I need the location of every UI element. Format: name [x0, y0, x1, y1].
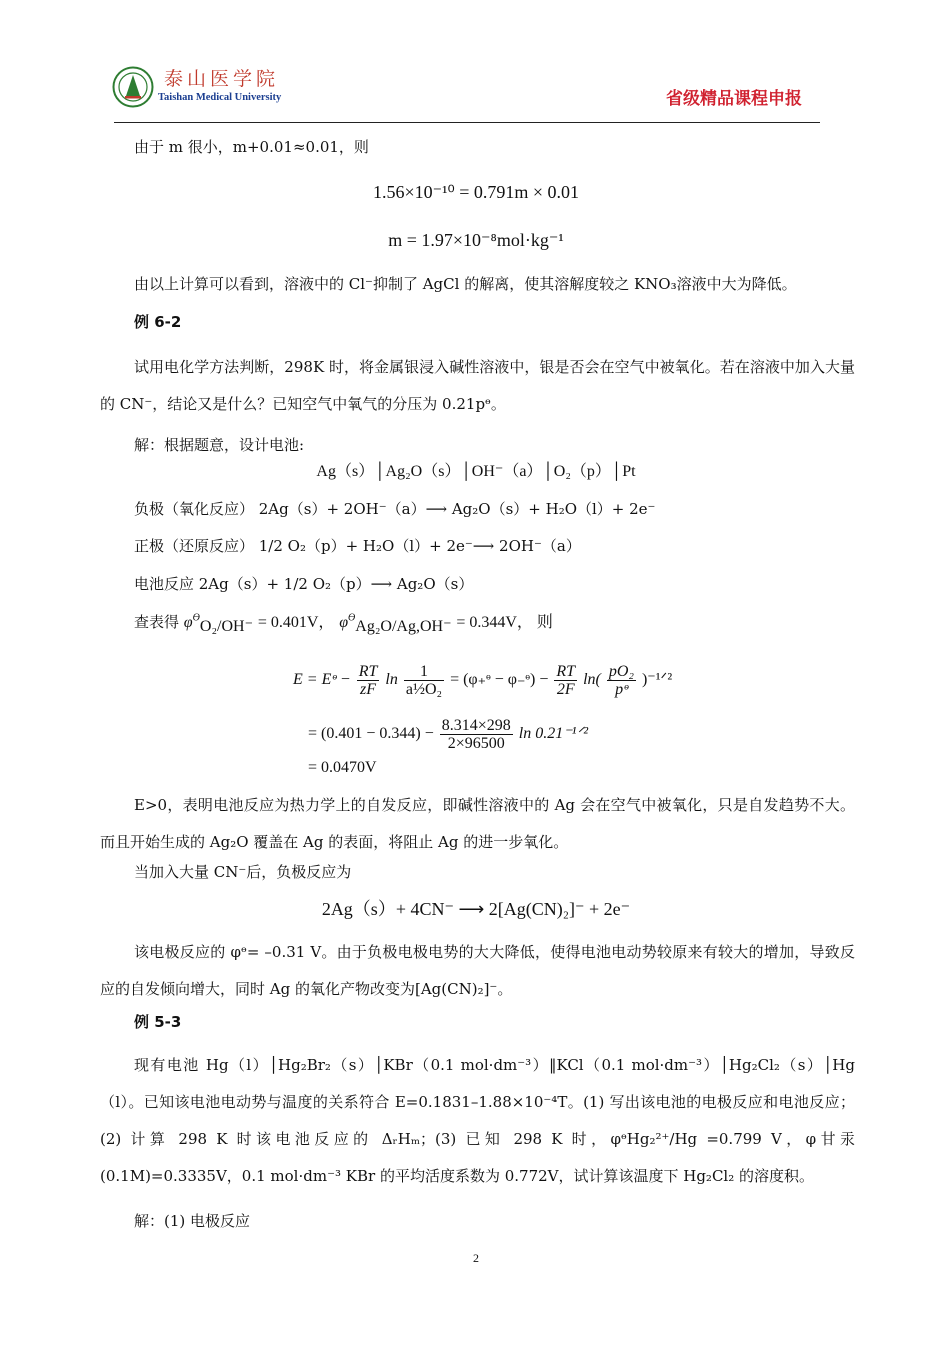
label: 查表得 — [134, 613, 180, 631]
subscript: Ag₂O/Ag,OH⁻ — [355, 618, 452, 635]
expr: ln( — [583, 671, 601, 688]
fraction — [440, 717, 513, 752]
university-seal-icon — [112, 66, 154, 108]
equation-E-result: = 0.0470V — [308, 759, 377, 776]
paragraph: 该电极反应的 φᶱ= –0.31 V。由于负极电极电势的大大降低，使得电池电动势较原来有较大的增加，导致反应的自发倾向增大，同时 Ag 的氧化产物改变为[Ag(CN)₂]⁻。 — [100, 943, 855, 998]
text-line: 解：根据题意，设计电池: — [134, 436, 305, 454]
text-line: 由于 m 很小，m+0.01≈0.01，则 — [134, 138, 369, 156]
fraction — [554, 663, 577, 698]
den: zF — [360, 680, 377, 698]
expr: ln 0.21⁻¹ᐟ² — [518, 725, 589, 742]
fraction — [357, 663, 380, 698]
text-line: 当加入大量 CN⁻后，负极反应为 — [134, 863, 352, 881]
text-line — [134, 612, 553, 633]
num: 8.314×298 — [441, 716, 511, 734]
phi-symbol: $\varphi^ϴ$ — [183, 612, 200, 631]
den: 2F — [556, 680, 575, 698]
subscript: O₂/OH⁻ — [199, 618, 254, 635]
equation-E — [293, 660, 672, 700]
value: = 0.344V， 则 — [456, 614, 553, 631]
num: RT — [556, 662, 576, 680]
fraction — [404, 663, 444, 698]
page-number: 2 — [473, 1251, 479, 1265]
example-heading: 例 6-2 — [134, 313, 182, 331]
expr: )⁻¹ᐟ² — [641, 671, 673, 688]
example-heading: 例 5-3 — [134, 1013, 182, 1031]
num: pO₂ — [608, 662, 634, 680]
equation: 1.56×10⁻¹⁰ = 0.791m × 0.01 — [372, 182, 580, 202]
den: pᶱ — [615, 680, 628, 698]
den: a½O₂ — [405, 680, 443, 698]
num: RT — [358, 662, 378, 680]
expr: = (φ₊ᶱ − φ₋ᶱ) − — [450, 671, 549, 688]
school-name-cn: 泰山医学院 — [164, 68, 280, 90]
school-name-en: Taishan Medical University — [158, 92, 282, 103]
equation: 2Ag（s）+ 4CN⁻ ⟶ 2[Ag(CN)₂]⁻ + 2e⁻ — [321, 899, 631, 919]
paragraph: 现有电池 Hg（l）│Hg₂Br₂（s）│KBr（0.1 mol·dm⁻³）‖KCl（0.1 mol·dm⁻³）│Hg₂Cl₂（s）│Hg（l）。已知该电池电动势与温度的关系符合 E=0.1831–1.88×10⁻⁴T。(1) 写出该电池的电极反应和电池反应；(2) 计算 298 K 时该电池反应的 ΔᵣHₘ；(3) 已知 298 K 时，φᶱHg₂²⁺/Hg =0.799 V，φ甘汞(0.1M)=0.3335V，0.1 mol·dm⁻³ KBr 的平均活度系数为 0.772V，试计算该温度下 Hg₂Cl₂ 的溶度积。 — [100, 1056, 855, 1185]
application-title: 省级精品课程申报 — [666, 89, 802, 109]
header-divider — [114, 122, 820, 123]
text-line: 正极（还原反应） 1/2 O₂（p）+ H₂O（l）+ 2e⁻⟶ 2OH⁻（a） — [134, 537, 581, 555]
expr: ln — [385, 671, 398, 688]
value: = 0.401V， — [257, 614, 335, 631]
expr: = (0.401 − 0.344) − — [308, 725, 434, 742]
expr: E = Eᶱ − — [293, 671, 351, 688]
page-header — [112, 64, 820, 122]
text-line: 解：(1) 电极反应 — [134, 1212, 251, 1230]
text-line: 负极（氧化反应） 2Ag（s）+ 2OH⁻（a）⟶ Ag₂O（s）+ H₂O（l）+ 2e⁻ — [134, 500, 656, 518]
text-line: 电池反应 2Ag（s）+ 1/2 O₂（p）⟶ Ag₂O（s） — [134, 575, 474, 593]
cell-notation: Ag（s）│Ag₂O（s）│OH⁻（a）│O₂（p）│Pt — [316, 463, 636, 480]
den: 2×96500 — [447, 734, 505, 752]
fraction — [607, 663, 636, 698]
num: 1 — [404, 663, 444, 681]
phi-symbol: $\varphi^ϴ$ — [339, 612, 356, 631]
text-line: 由以上计算可以看到，溶液中的 Cl⁻抑制了 AgCl 的解离，使其溶解度较之 KNO₃溶液中大为降低。 — [134, 275, 797, 293]
paragraph: 试用电化学方法判断，298K 时，将金属银浸入碱性溶液中，银是否会在空气中被氧化。若在溶液中加入大量的 CN⁻，结论又是什么？已知空气中氧气的分压为 0.21pᶱ。 — [100, 358, 855, 413]
paragraph: E>0，表明电池反应为热力学上的自发反应，即碱性溶液中的 Ag 会在空气中被氧化，只是自发趋势不大。而且开始生成的 Ag₂O 覆盖在 Ag 的表面，将阻止 Ag 的进一步氧化。 — [100, 796, 855, 851]
equation-E-step2 — [308, 714, 588, 754]
equation: m = 1.97×10⁻⁸mol·kg⁻¹ — [388, 230, 564, 250]
